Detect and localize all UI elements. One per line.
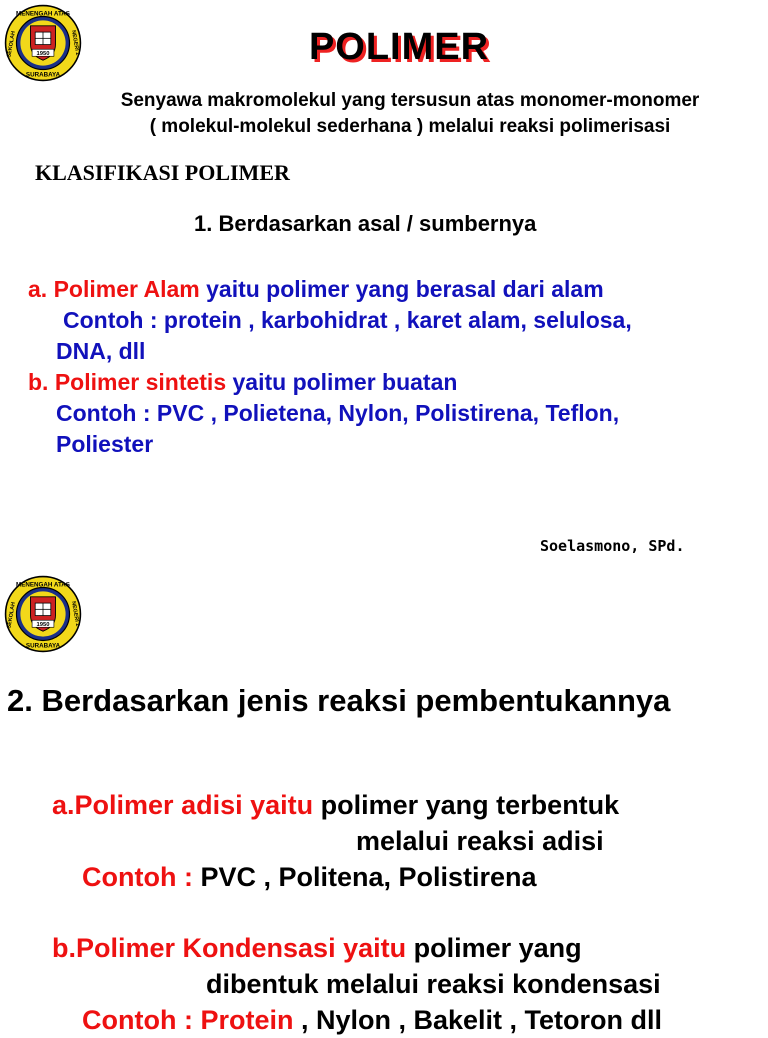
slide2-item-a-black1: polimer yang terbentuk [313, 790, 620, 820]
slide2-item-a-line2: melalui reaksi adisi [356, 826, 604, 856]
item-a-label: a. Polimer Alam [28, 276, 200, 302]
slide1-title: POLIMER [308, 26, 490, 68]
item-a-line [28, 274, 604, 305]
slide2-item-b-black1: polimer yang [406, 933, 582, 963]
slide2-item-b-line1 [52, 930, 582, 966]
slide2-item-a-example-label: Contoh : [82, 862, 193, 892]
author: Soelasmono, SPd. [540, 537, 685, 555]
slide2-item-b-example [82, 1002, 662, 1038]
school-logo-2 [4, 575, 82, 653]
logo-year: 1950 [36, 622, 50, 629]
logo-bottom-text: SURABAYA [25, 71, 61, 79]
item-a-desc: yaitu polimer yang berasal dari alam [199, 276, 604, 302]
slide2-item-b-label: b. [52, 933, 76, 963]
item-a-example-line2: DNA, dll [56, 338, 146, 364]
slide2-item-a-line1 [52, 787, 619, 823]
logo-right-text: NEGERI 2 [70, 600, 81, 627]
classification-heading: KLASIFIKASI POLIMER [35, 160, 290, 185]
logo-top-text: MENENGAH ATAS [16, 581, 70, 589]
slide2-item-b-example-label: Contoh : Protein [82, 1005, 294, 1035]
item-b-example-line1: Contoh : PVC , Polietena, Nylon, Polistirena, Teflon, [56, 400, 620, 426]
logo-right-text: NEGERI 2 [70, 29, 81, 56]
slide2-item-b-red: Polimer Kondensasi yaitu [76, 933, 407, 963]
slide2-item-a-label: a. [52, 790, 75, 820]
logo-year: 1950 [36, 51, 50, 58]
item-b-label: b. Polimer sintetis [28, 369, 227, 395]
definition [60, 88, 760, 140]
slide2-item-a-red: Polimer adisi yaitu [74, 790, 314, 820]
section2-heading: 2. Berdasarkan jenis reaksi pembentukannya [7, 683, 671, 718]
logo-bottom-text: SURABAYA [25, 642, 61, 650]
slide2-item-a-example [82, 859, 537, 895]
item-a-example-line1: Contoh : protein , karbohidrat , karet alam, selulosa, [63, 307, 632, 333]
slide2-item-a-example-text: PVC , Politena, Polistirena [192, 862, 537, 892]
slide2-item-b-line2: dibentuk melalui reaksi kondensasi [206, 969, 661, 999]
item-b-desc: yaitu polimer buatan [226, 369, 458, 395]
definition-line1: Senyawa makromolekul yang tersusun atas monomer-monomer [120, 90, 700, 111]
logo-top-text: MENENGAH ATAS [16, 10, 70, 18]
logo-left-text: SEKOLAH [6, 601, 17, 630]
logo-left-text: SEKOLAH [6, 30, 17, 59]
item-b-line [28, 367, 457, 398]
item-b-example-line2: Poliester [56, 431, 154, 457]
slide2-item-b-example-text: , Nylon , Bakelit , Tetoron dll [293, 1005, 663, 1035]
definition-line2: ( molekul-molekul sederhana ) melalui reaksi polimerisasi [149, 116, 671, 137]
section1-heading: 1. Berdasarkan asal / sumbernya [194, 211, 537, 236]
